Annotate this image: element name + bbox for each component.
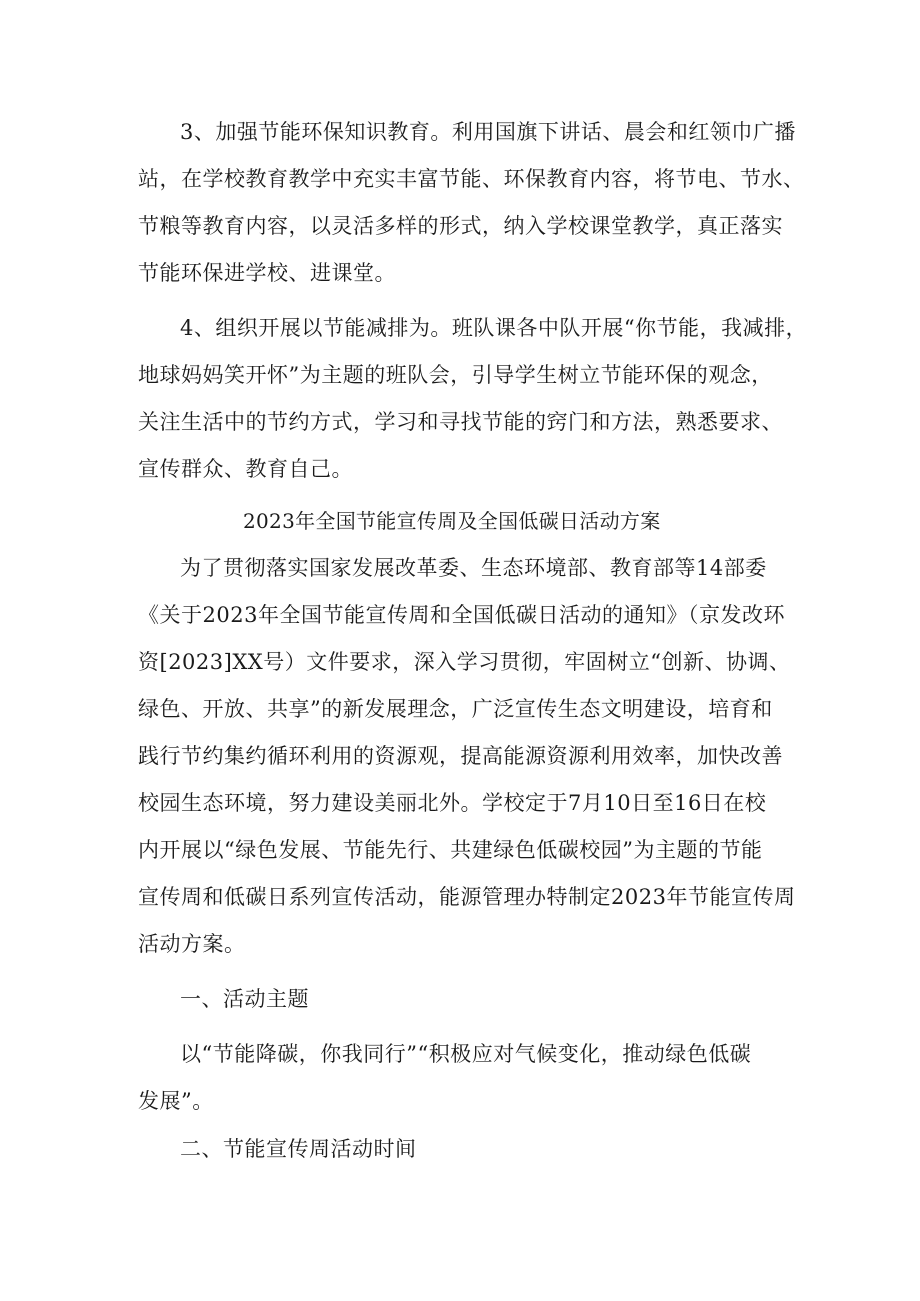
intro-line-1: 为了贯彻落实国家发展改革委、生态环境部、教育部等14部委 (180, 556, 767, 580)
intro-line-9: 活动方案。 (138, 932, 246, 956)
heading-activity-time: 二、节能宣传周活动时间 (180, 1137, 417, 1161)
heading-activity-theme: 一、活动主题 (180, 987, 309, 1011)
intro-line-2: 《关于2023年全国节能宣传周和全国低碳日活动的通知》（京发改环 (138, 603, 785, 627)
section3-line-3: 节粮等教育内容，以灵活多样的形式，纳入学校课堂教学，真正落实 (138, 214, 783, 238)
intro-line-4: 绿色、开放、共享”的新发展理念，广泛宣传生态文明建设，培育和 (138, 697, 773, 721)
section4-line-1: 4、组织开展以节能减排为。班队课各中队开展“你节能，我减排， (180, 316, 808, 340)
intro-line-8: 宣传周和低碳日系列宣传活动，能源管理办特制定2023年节能宣传周 (138, 885, 796, 909)
section3-line-1: 3、加强节能环保知识教育。利用国旗下讲话、晨会和红领巾广播 (180, 120, 796, 144)
intro-line-3: 资[2023]XX号）文件要求，深入学习贯彻，牢固树立“创新、协调、 (138, 650, 791, 674)
section4-line-4: 宣传群众、教育自己。 (138, 457, 353, 481)
theme-line-2: 发展”。 (138, 1089, 214, 1113)
intro-line-7: 内开展以“绿色发展、节能先行、共建绿色低碳校园”为主题的节能 (138, 838, 763, 862)
section4-line-3: 关注生活中的节约方式，学习和寻找节能的窍门和方法，熟悉要求、 (138, 410, 783, 434)
section3-line-2: 站，在学校教育教学中充实丰富节能、环保教育内容，将节电、节水、 (138, 167, 805, 191)
section3-line-4: 节能环保进学校、进课堂。 (138, 261, 396, 285)
theme-line-1: 以“节能降碳，你我同行”“积极应对气候变化，推动绿色低碳 (180, 1042, 752, 1066)
plan-title: 2023年全国节能宣传周及全国低碳日活动方案 (243, 509, 661, 533)
intro-line-6: 校园生态环境，努力建设美丽北外。学校定于7月10日至16日在校 (138, 791, 767, 815)
intro-line-5: 践行节约集约循环利用的资源观，提高能源资源利用效率，加快改善 (138, 744, 783, 768)
section4-line-2: 地球妈妈笑开怀”为主题的班队会，引导学生树立节能环保的观念， (138, 363, 773, 387)
